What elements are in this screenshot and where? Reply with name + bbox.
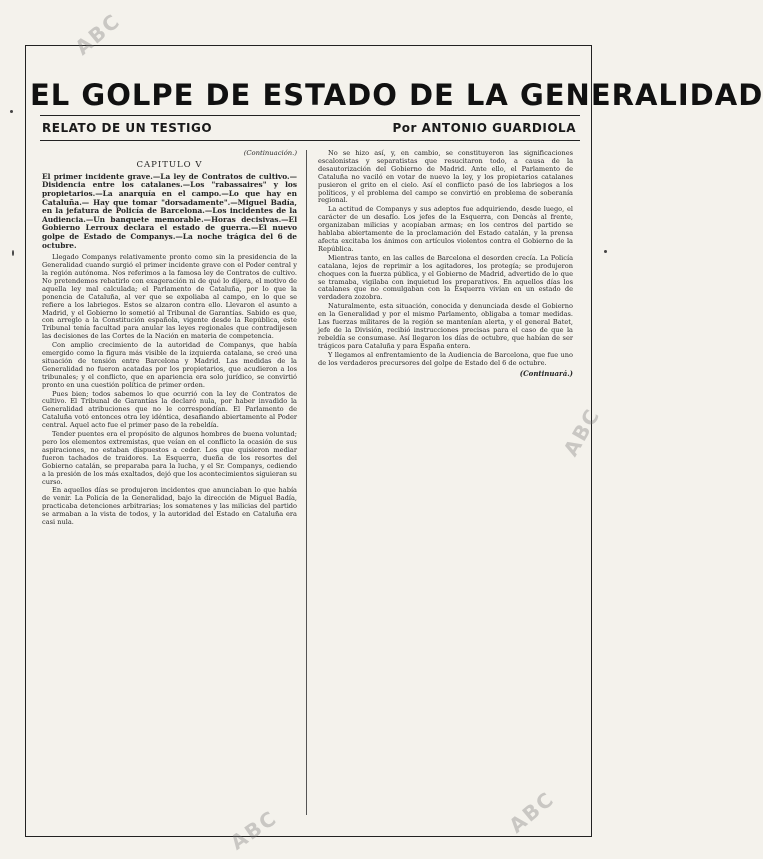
paragraph: No se hizo así, y, en cambio, se constituyeron las significaciones escalonistas y separatistas que resucitaron todo, a causa de la desautorización del Gobierno de Madrid. Ante ello, el Parlamento de Cataluña no vaciló en votar de nuevo la ley, y los propietarios catalanes pusieron el grito en el cielo. Así el conflicto pasó de los labriegos a los políticos, y el problema del campo se convirtió en problema de soberanía regional. <box>318 149 573 205</box>
ink-spot <box>12 250 14 256</box>
chapter-summary: El primer incidente grave.—La ley de Contratos de cultivo.—Disidencia entre los catalanes.—Los "rabassaires" y los propietarios.—La anarquía en el campo.—Lo que hay en Cataluña.— Hay que tomar "dorsadamente".—Miguel Badía, en la jefatura de Policía de Barcelona.—Los incidentes de la Audiencia.—Un banquete memorable.—Horas decisivas.—El Gobierno Lerroux declara el estado de guerra.—El nuevo golpe de Estado de Companys.—La noche trágica del 6 de octubre. <box>42 171 297 250</box>
ink-spot <box>604 250 607 253</box>
paragraph: En aquellos días se produjeron incidentes que anunciaban lo que había de venir. La Policía de la Generalidad, bajo la dirección de Miguel Badía, practicaba detenciones arbitrarias; los somatenes y las milicias del partido se armaban a la vista de todos, y la autoridad del Estado en Cataluña era casi nula. <box>42 486 297 527</box>
paragraph: Llegado Companys relativamente pronto como sin la presidencia de la Generalidad cuando surgió el primer incidente grave con el Poder central y la región autónoma. Nos referimos a la famosa ley de Contratos de cultivo. No pretendemos rebatirlo con exageración ni de qué lo dijera, el motivo de aquella ley mal calculada; el Parlamento de Cataluña, por lo que la ponencia de Cataluña, al ver que se expoliaba al campo, en lo que se refiere a los labriegos. Estos se alzaron contra ello. Llevaron el asunto a Madrid, y el Gobierno lo sometió al Tribunal de Garantías. Sabido es que, con arreglo a la Constitución española, vigente desde la República, este Tribunal tenía facultad para anular las leyes regionales que contradijesen las decisiones de las Cortes de la Nación en materia de competencia. <box>42 253 297 341</box>
column-divider <box>306 150 307 815</box>
article-author: Por ANTONIO GUARDIOLA <box>392 121 576 135</box>
left-column <box>42 150 297 815</box>
paragraph: Con amplio crecimiento de la autoridad de Companys, que había emergido como la figura más visible de la izquierda catalana, se creó una situación de tensión entre Barcelona y Madrid. Las medidas de la Generalidad no fueron acatadas por los propietarios, que acudieron a los tribunales; y el conflicto, que en apariencia era solo jurídico, se convirtió pronto en una cuestión política de primer orden. <box>42 341 297 389</box>
ink-spot <box>10 110 13 113</box>
article-title: EL GOLPE DE ESTADO DE LA GENERALIDAD <box>30 78 763 112</box>
paragraph: Naturalmente, esta situación, conocida y denunciada desde el Gobierno en la Generalidad y por el mismo Parlamento, obligaba a tomar medidas. Las fuerzas militares de la región se mantenían alerta, y el general Batet, jefe de la División, recibió instrucciones precisas para el caso de que la rebeldía se consumase. Así llegaron los días de octubre, que habían de ser trágicos para Cataluña y para España entera. <box>318 302 573 350</box>
watermark: ABC <box>504 786 560 838</box>
paragraph: Y llegamos al enfrentamiento de la Audiencia de Barcelona, que fue uno de los verdaderos precursores del golpe de Estado del 6 de octubre. <box>318 350 573 367</box>
watermark: ABC <box>558 403 605 461</box>
paragraph: Pues bien; todos sabemos lo que ocurrió con la ley de Contratos de cultivo. El Tribunal de Garantías la declaró nula, por haber invadido la Generalidad atribuciones que no le correspondían. El Parlamento de Cataluña votó entonces otra ley idéntica, desafiando abiertamente al Poder central. Aquel acto fue el primer paso de la rebeldía. <box>42 389 297 430</box>
header-rule <box>40 140 580 141</box>
chapter-heading: CAPITULO V <box>136 159 203 170</box>
paragraph: Mientras tanto, en las calles de Barcelona el desorden crecía. La Policía catalana, lejos de reprimir a los agitadores, los protegía; se produjeron choques con la fuerza pública, y el Gobierno de Madrid, advertido de lo que se tramaba, vigilaba con inquietud los preparativos. En aquellos días los catalanes que no comulgaban con la Esquerra vivían en un estado de verdadera zozobra. <box>318 253 573 302</box>
article-subtitle: RELATO DE UN TESTIGO <box>42 121 213 135</box>
paragraph: Tender puentes era el propósito de algunos hombres de buena voluntad; pero los elementos extremistas, que veían en el conflicto la ocasión de sus aspiraciones, no estaban dispuestos a ceder. Los que quisieron mediar fueron tachados de traidores. La Esquerra, dueña de los resortes del Gobierno catalán, se preparaba para la lucha, y el Sr. Companys, cediendo a la presión de los más exaltados, dejó que los acontecimientos siguieran su curso. <box>42 430 297 486</box>
right-column <box>318 150 573 815</box>
watermark: ABC <box>225 805 282 855</box>
watermark: ABC <box>70 8 126 60</box>
to-be-continued: (Continuará.) <box>519 369 573 379</box>
paragraph: La actitud de Companys y sus adeptos fue adquiriendo, desde luego, el carácter de un desafío. Los jefes de la Esquerra, con Dencàs al frente, organizaban milicias y acopiaban armas; en los centros del partido se hablaba abiertamente de la proclamación del Estado catalán, y la prensa afecta excitaba los ánimos con artículos violentos contra el Gobierno de la República. <box>318 205 573 253</box>
continuation-note: (Continuación.) <box>243 149 297 157</box>
title-rule <box>40 115 580 116</box>
